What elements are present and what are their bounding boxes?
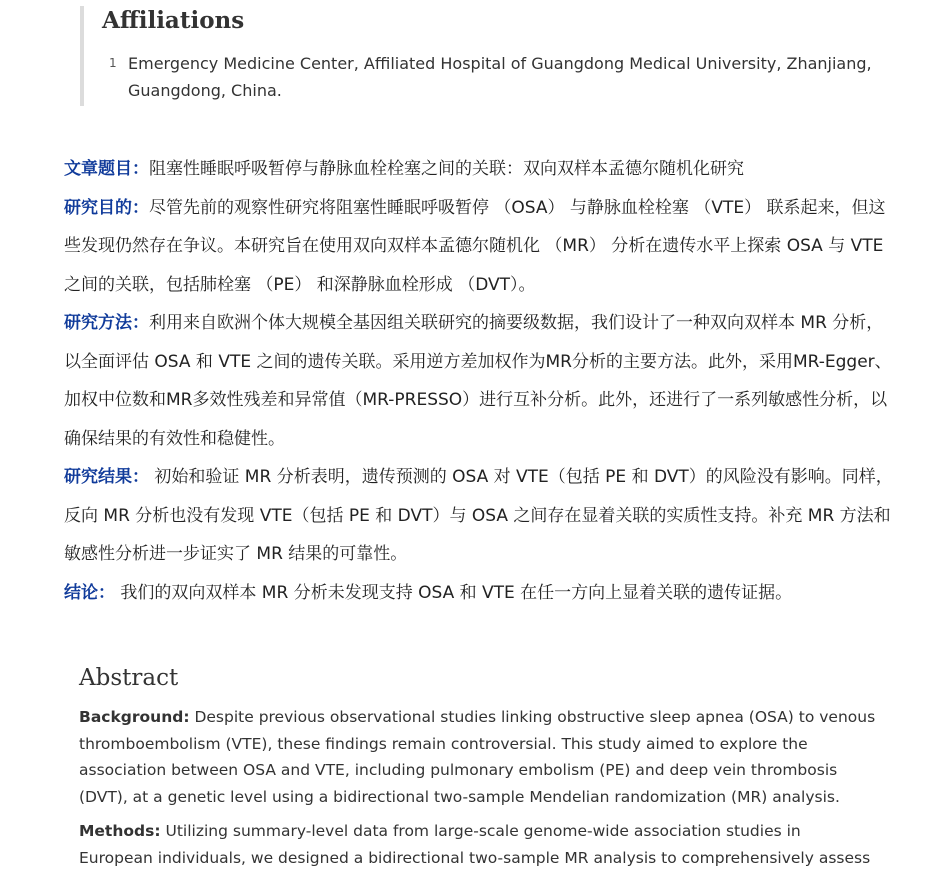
results-text: 初始和验证 MR 分析表明，遗传预测的 OSA 对 VTE（包括 PE 和 DVT）的风险没有影响。同样，反向 MR 分析也没有发现 VTE（包括 PE 和 DVT）与 OSA 之间存在显着关联的实质性支持。补充 MR 方法和敏感性分析进一步证实了 MR 结果的可靠性。 [64,467,893,564]
affiliations-title: Affiliations [102,7,245,34]
conclusion-label: 结论： [64,582,115,603]
abstract-methods-paragraph [79,818,879,871]
purpose-label: 研究目的： [64,197,149,218]
purpose-text: 尽管先前的观察性研究将阻塞性睡眠呼吸暂停 （OSA） 与静脉血栓栓塞 （VTE） 联系起来，但这些发现仍然存在争议。本研究旨在使用双向双样本孟德尔随机化 （MR） 分析在遗传水平上探索 OSA 与 VTE 之间的关联，包括肺栓塞 （PE） 和深静脉血栓形成 （DVT）。 [64,197,886,295]
background-text: Despite previous observational studies linking obstructive sleep apnea (OSA) to venous thromboembolism (VTE), these findings remain controversial. This study aimed to explore the association between OSA and VTE, including pulmonary embolism (PE) and deep vein thrombosis (DVT), at a genetic level using a bidirectional two-sample Mendelian randomization (MR) analysis. [79,708,876,806]
title-label: 文章题目： [64,159,149,179]
abstract-methods-label: Methods: [79,822,161,840]
abstract-title: Abstract [79,665,179,691]
methods-text: 利用来自欧洲个体大规模全基因组关联研究的摘要级数据，我们设计了一种双向双样本 MR 分析，以全面评估 OSA 和 VTE 之间的遗传关联。采用逆方差加权作为MR分析的主要方法。此外，采用MR-Egger、加权中位数和MR多效性残差和异常值（MR-PRESSO）进行互补分析。此外，还进行了一系列敏感性分析，以确保结果的有效性和稳健性。 [64,313,892,449]
affiliation-number: 1 [109,56,117,70]
affiliation-text: Emergency Medicine Center, Affiliated Hospital of Guangdong Medical University, Zhanjiang, Guangdong, China. [128,54,872,100]
affiliation-item [102,50,922,104]
background-paragraph [79,704,879,810]
affiliations-section [80,6,922,106]
abstract-section [79,660,879,879]
methods-label: 研究方法： [64,313,149,333]
results-paragraph [64,458,894,574]
purpose-paragraph [64,189,894,305]
conclusion-text: 我们的双向双样本 MR 分析未发现支持 OSA 和 VTE 在任一方向上显着关联的遗传证据。 [115,582,793,603]
title-text: 阻塞性睡眠呼吸暂停与静脉血栓栓塞之间的关联：双向双样本孟德尔随机化研究 [149,159,744,179]
background-label: Background: [79,708,190,726]
results-label: 研究结果： [64,467,149,487]
abstract-methods-text: Utilizing summary-level data from large-scale genome-wide association studies in European individuals, we designed a bidirectional two-sample MR analysis to comprehensively assess [79,822,871,867]
conclusion-paragraph [64,574,894,613]
summary-title-paragraph [64,150,894,189]
methods-paragraph [64,304,894,458]
chinese-summary [64,150,894,612]
